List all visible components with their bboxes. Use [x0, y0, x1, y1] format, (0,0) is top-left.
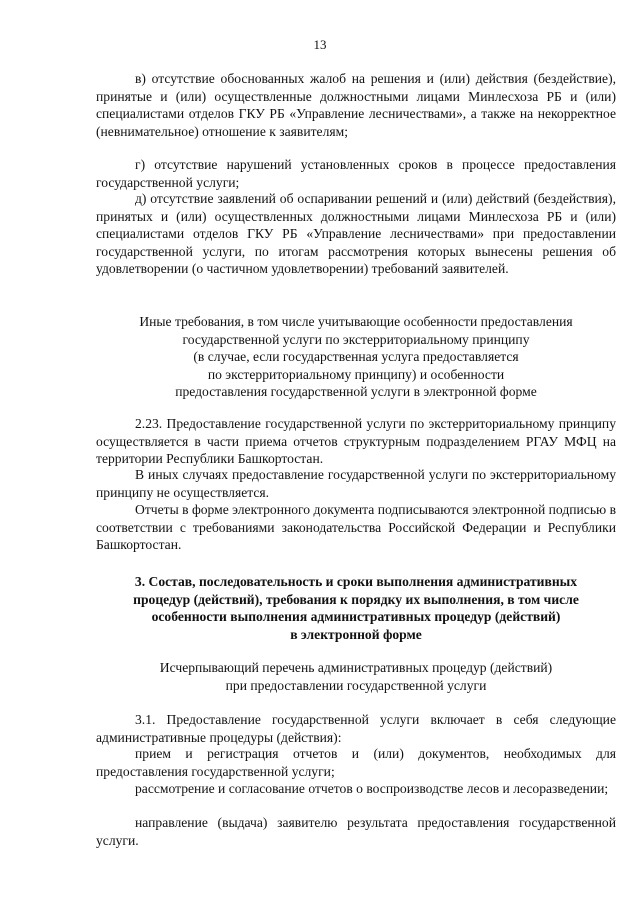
procedure-item: направление (выдача) заявителю результата предоставления государственной услуги. [96, 815, 616, 848]
paragraph-v: в) отсутствие обоснованных жалоб на решения и (или) действия (бездействие), принятые и (или) осуществленные должностными лицами Минлесхоза РБ и (или) специалистами отделов ГКУ РБ «Управление лесничествами», а также на некорректное (невнимательное) отношение к заявителям; [96, 71, 616, 139]
heading-line: государственной услуги по экстерриториальному принципу [182, 331, 530, 347]
section-3-heading [96, 573, 616, 643]
heading-line: в электронной форме [290, 626, 422, 642]
paragraph-reports: Отчеты в форме электронного документа подписываются электронной подписью в соответствии с требованиями законодательства Российской Федерации и Республики Башкортостан. [96, 502, 616, 552]
heading-line: Исчерпывающий перечень административных процедур (действий) [159, 660, 553, 675]
subheading-procedures-list [96, 659, 616, 694]
heading-line: Иные требования, в том числе учитывающие особенности предоставления [139, 314, 573, 329]
heading-line: предоставления государственной услуги в электронной форме [175, 384, 537, 399]
heading-line: при предоставлении государственной услуги [225, 677, 487, 693]
procedure-item: прием и регистрация отчетов и (или) документов, необходимых для предоставления государственной услуги; [96, 746, 616, 779]
page-number: 13 [313, 37, 327, 52]
heading-line: (в случае, если государственная услуга предоставляется [193, 349, 519, 364]
procedure-item: рассмотрение и согласование отчетов о воспроизводстве лесов и лесоразведении; [135, 781, 609, 796]
heading-line: особенности выполнения административных процедур (действий) [151, 609, 561, 624]
heading-line: 3. Состав, последовательность и сроки выполнения административных [134, 574, 578, 589]
paragraph-2-23: 2.23. Предоставление государственной услуги по экстерриториальному принципу осуществляется в части приема отчетов структурным подразделением РГАУ МФЦ на территории Республики Башкортостан. [96, 416, 616, 466]
paragraph-d: д) отсутствие заявлений об оспаривании решений и (или) действий (бездействия), принятых и (или) осуществленных должностными лицами Минлесхоза РБ и (или) специалистами отделов ГКУ РБ «Управление лесничествами» при предоставлении государственной услуги, по итогам рассмотрения которых вынесены решения об удовлетворении (о частичном удовлетворении) требований заявителей. [96, 191, 616, 276]
paragraph-3-1: 3.1. Предоставление государственной услуги включает в себя следующие административные процедуры (действия): [96, 712, 616, 745]
heading-line: процедур (действий), требования к порядку их выполнения, в том числе [133, 591, 579, 607]
heading-other-requirements [96, 313, 616, 401]
paragraph-other-cases: В иных случаях предоставление государственной услуги по экстерриториальному принципу не осуществляется. [96, 467, 616, 500]
paragraph-g: г) отсутствие нарушений установленных сроков в процессе предоставления государственной услуги; [96, 157, 616, 190]
heading-line: по экстерриториальному принципу) и особенности [207, 366, 505, 382]
